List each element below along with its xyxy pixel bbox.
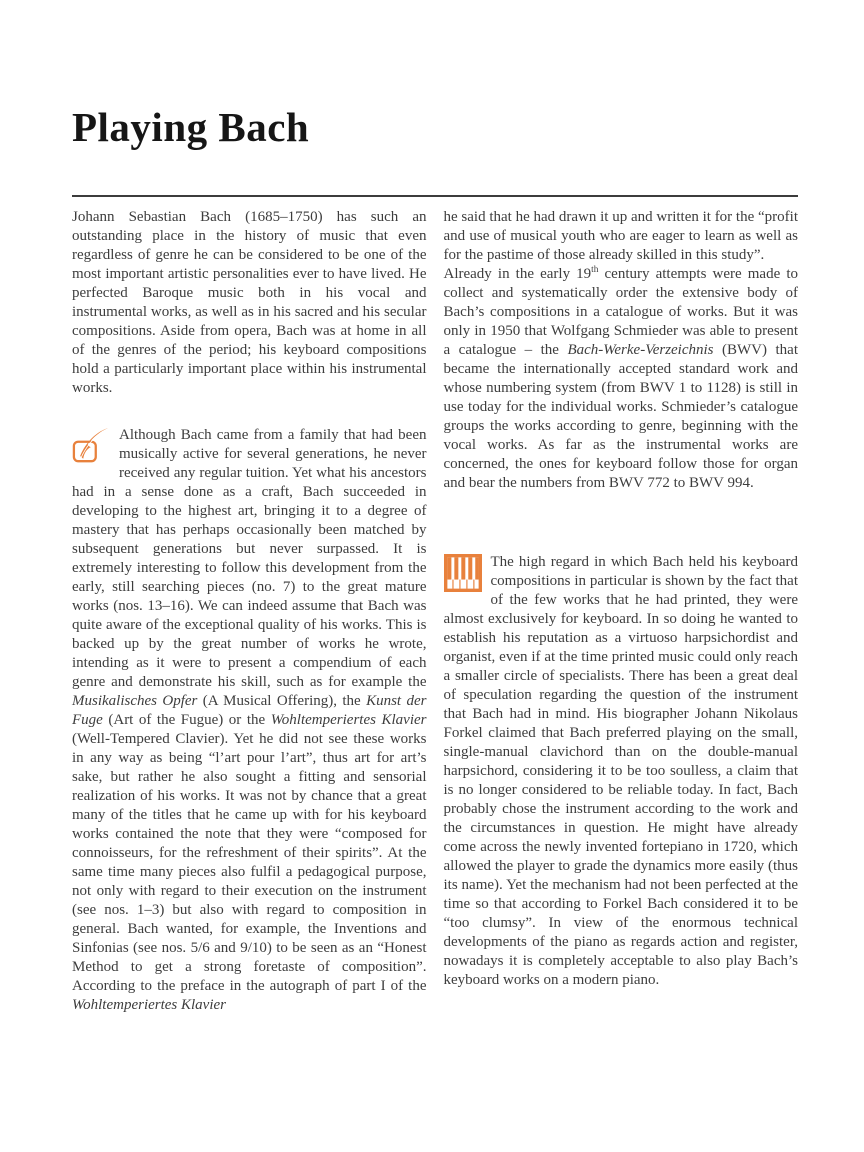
intro-paragraph: Johann Sebastian Bach (1685–1750) has such an outstanding place in the history of music that even regardless of genre he can be considered to be one of the most important artistic personalities ever to have lived. He perfected Baroque music both in his vocal and instrumental works, as well as in his sacred and his secular compositions. Aside from opera, Bach was at home in all of the genres of the period; his keyboard compositions hold a particularly important place within his instrumental works. [72, 209, 427, 397]
left-column [72, 208, 427, 1015]
text-columns [72, 208, 798, 1015]
quill-pen-icon [72, 427, 110, 465]
title-rule [72, 195, 798, 197]
page-content [72, 0, 798, 1015]
piano-keyboard-icon [444, 554, 482, 592]
family-paragraph: Although Bach came from a family that had been musically active for several generations, he never received any regular tuition. Yet what his ancestors had in a sense done as a craft, Bach succeeded in developing to the highest art, bringing it to a degree of mastery that has perhaps occasionally been matched by subsequent generations but never surpassed. It is extremely interesting to follow this development from the early, still searching pieces (no. 7) to the great mature works (nos. 13–16). We can indeed assume that Bach was quite aware of the exceptional quality of his works. This is backed up by the great number of works he wrote, intending as it were to present a compendium of each genre and demonstrate his skill, such as for example the Musikalisches Opfer (A Musical Offering), the Kunst der Fuge (Art of the Fugue) or the Wohltemperiertes Klavier (Well-Tempered Clavier). Yet he did not see these works in any way as being “l’art pour l’art”, thus art for art’s sake, but rather he also sought a fitting and sensorial realization of his works. It was not by chance that a great many of the titles that he came up with for his keyboard works contained the note that they were “composed for connoisseurs, for the refreshment of their spirits”. At the same time many pieces also fulfil a pedagogical purpose, not only with regard to their execution on the instrument (see nos. 1–3) but also with regard to composition in general. Bach wanted, for example, the Inventions and Sinfonias (see nos. 5/6 and 9/10) to be seen as an “Honest Method to get a strong foretaste of composition”. According to the preface in the autograph of part I of the Wohltemperiertes Klavier [72, 427, 427, 1014]
page-title: Playing Bach [72, 104, 310, 150]
preface-paragraph: he said that he had drawn it up and written it for the “profit and use of musical youth who are eager to learn as well as for the pastime of those already skilled in this study”. [443, 209, 798, 264]
keyboard-paragraph: The high regard in which Bach held his keyboard compositions in particular is shown by the fact that of the few works that he had printed, they were almost exclusively for keyboard. In so doing he wanted to establish his reputation as a virtuoso harpsichordist and organist, even if at the time printed music could only reach a smaller circle of specialists. There has been a great deal of speculation regarding the question of the instrument that Bach had in mind. His biographer Johann Nikolaus Forkel claimed that Bach preferred playing on the small, single-manual clavichord than on the double-manual harpsichord, considering it to be too soulless, a claim that is no longer considered to be reliable today. In fact, Bach probably chose the instrument according to the work and the circumstances in question. He might have already come across the newly invented fortepiano in 1720, which allowed the player to grade the dynamics more easily (thus its name). Yet the mechanism had not been perfected at the time so that according to Forkel Bach considered it to be “too clumsy”. In view of the enormous technical developments of the piano as regards action and register, nowadays it is completely acceptable to also play Bach’s keyboard works on a modern piano. [443, 554, 798, 989]
catalogue-paragraph: Already in the early 19th century attempts were made to collect and systematically order the extensive body of Bach’s compositions in a catalogue of works. But it was only in 1950 that Wolfgang Schmieder was able to present a catalogue – the Bach-Werke-Verzeichnis (BWV) that became the internationally accepted standard work and whose numbering system (from BWV 1 to 1128) is still in use today for the individual works. Schmieder’s catalogue groups the works according to genre, beginning with the vocal works. As far as the instrumental works are concerned, the ones for keyboard follow those for organ and bear the numbers from BWV 772 to BWV 994. [443, 265, 798, 492]
right-column [444, 208, 799, 1015]
